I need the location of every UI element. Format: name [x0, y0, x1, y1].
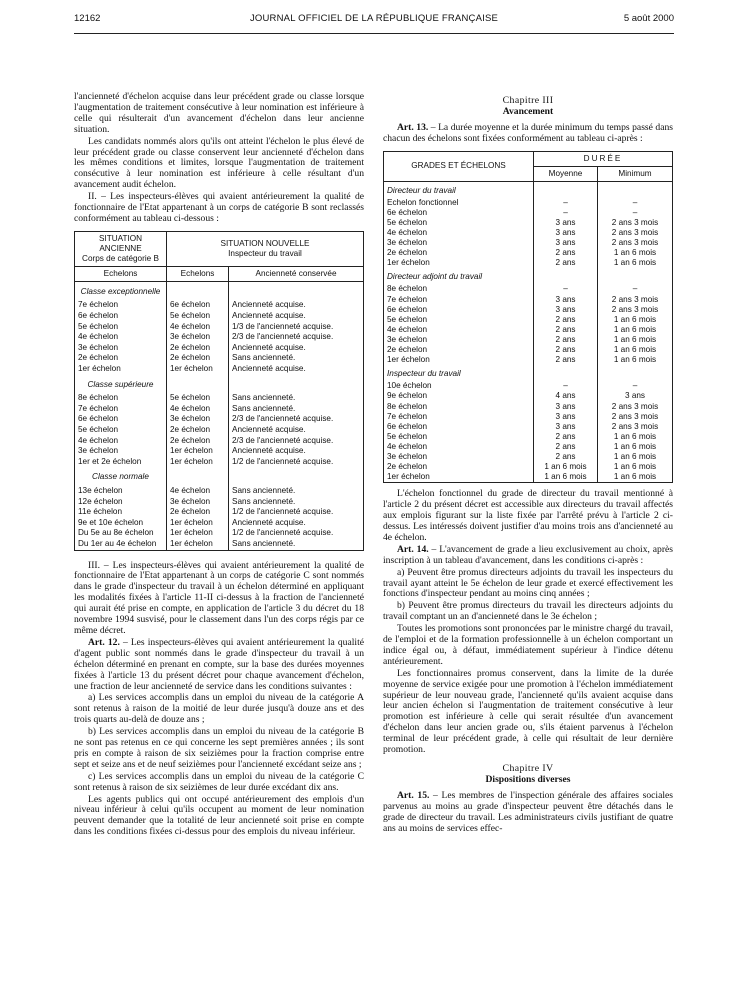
table-cell: 2 ans 3 mois: [598, 295, 673, 305]
table-row: [75, 497, 364, 508]
table-cell: 5e échelon: [78, 321, 119, 331]
table-cell: 8e échelon: [387, 401, 428, 411]
group-title: Classe normale: [92, 472, 149, 482]
table-cell: Ancienneté acquise.: [229, 311, 364, 322]
group-title: Classe supérieure: [87, 379, 154, 389]
table-row: [75, 343, 364, 354]
page-header: [74, 13, 674, 29]
table-cell: 1er et 2e échelon: [78, 456, 142, 466]
table-cell: 2 ans: [534, 345, 598, 355]
article-12: [74, 638, 364, 693]
table-row: [75, 311, 364, 322]
table-row: [384, 198, 673, 208]
table-cell: 2 ans: [534, 432, 598, 442]
table-row: [384, 472, 673, 483]
empty-cell: [167, 375, 229, 394]
table-cell: 2/3 de l'ancienneté acquise.: [229, 414, 364, 425]
paragraph: b) Les services accomplis dans un emploi du niveau de la catégorie B ne sont pas retenus en ce qui concerne les sept premières années ; ils sont pris en compte à raison de six seizièmes pour la fraction comprise entre sept et seize ans et de neuf seizièmes pour l'ancienneté excédant seize ans ;: [74, 726, 364, 770]
table-row: [75, 414, 364, 425]
header-rule: [74, 33, 674, 34]
empty-cell: [534, 181, 598, 198]
table-row: [75, 353, 364, 364]
reclassement-table: [74, 231, 364, 551]
table-row: [75, 507, 364, 518]
header-label: SITUATION ANCIENNE: [98, 233, 143, 253]
table-cell: 2 ans: [534, 258, 598, 268]
group-row: [75, 467, 364, 486]
table-cell: 2 ans 3 mois: [598, 305, 673, 315]
table-row: [384, 452, 673, 462]
paragraph: l'ancienneté d'échelon acquise dans leur précédent grade ou classe lorsque l'augmentation de traitement consécutive à leur nomination est inférieure à celle qui résulterait d'un avancement d'échelon dans leur ancienne situation.: [74, 91, 364, 135]
publication-date: 5 août 2000: [623, 13, 674, 24]
table-cell: 5e échelon: [167, 311, 229, 322]
table-cell: 3 ans: [598, 391, 673, 401]
right-column: [383, 96, 673, 835]
table-cell: 1 an 6 mois: [598, 462, 673, 472]
table-cell: 2 ans 3 mois: [598, 412, 673, 422]
table-row: [384, 248, 673, 258]
header-label: SITUATION NOUVELLE: [220, 238, 310, 248]
table-cell: 8e échelon: [387, 284, 428, 294]
table-cell: 7e échelon: [78, 403, 119, 413]
table-row: [75, 539, 364, 550]
table-cell: 2 ans 3 mois: [598, 238, 673, 248]
table-cell: 1 an 6 mois: [598, 472, 673, 483]
table-cell: 3e échelon: [167, 414, 229, 425]
table-row: [384, 258, 673, 268]
paragraph: Les fonctionnaires promus conservent, dans la limite de la durée moyenne de service exigée pour une promotion à l'échelon immédiatement supérieur de leur nouveau grade, l'ancienneté qu'ils avaient acquise dans leur ancien échelon si l'augmentation de traitement consécutive à leur promotion est inférieure à celle qui serait résultée d'un avancement d'échelon dans leur ancien grade ou, s'ils étaient parvenus à l'échelon terminal de leur précédent grade, à celle qui résultait de leur dernière promotion.: [383, 667, 673, 756]
table-cell: 1er échelon: [387, 472, 430, 482]
table-cell: Sans ancienneté.: [229, 393, 364, 404]
header-label: Corps de catégorie B: [82, 253, 159, 263]
table-cell: 5e échelon: [387, 314, 428, 324]
table-cell: 1er échelon: [78, 364, 121, 374]
chapter-heading: Chapitre IV: [502, 763, 554, 774]
paragraph: Les candidats nommés alors qu'ils ont atteint l'échelon le plus élevé de leur précédent grade ou classe conservent leur ancienneté d'échelon dans les mêmes conditions et limites, lorsque l'augmentation de traitement consécutive à leur nomination est inférieure à celle résultant d'un avancement audit échelon.: [74, 135, 364, 191]
header-label: Inspecteur du travail: [228, 248, 302, 258]
table-cell: 1er échelon: [167, 539, 229, 550]
table-row: [384, 325, 673, 335]
table-cell: 6e échelon: [387, 207, 428, 217]
table-row: [75, 518, 364, 529]
table-cell: Sans ancienneté.: [229, 539, 364, 550]
table-cell: 2e échelon: [387, 345, 428, 355]
empty-cell: [229, 375, 364, 394]
table-cell: 4 ans: [534, 391, 598, 401]
table-cell: 1/2 de l'ancienneté acquise.: [229, 528, 364, 539]
table-cell: 2 ans: [534, 335, 598, 345]
table-row: [75, 528, 364, 539]
table-header-old: [75, 231, 167, 266]
table-row: [75, 425, 364, 436]
group-row: [384, 268, 673, 284]
group-title: Directeur adjoint du travail: [387, 272, 483, 282]
table-cell: 2 ans 3 mois: [598, 402, 673, 412]
page-number: 12162: [74, 13, 101, 24]
table-row: [75, 300, 364, 311]
table-cell: 3 ans: [534, 305, 598, 315]
table-cell: 3e échelon: [387, 238, 428, 248]
table-cell: 4e échelon: [167, 322, 229, 333]
table-cell: 3e échelon: [167, 497, 229, 508]
table-header-new: [167, 231, 364, 266]
table-cell: 1 an 6 mois: [534, 472, 598, 483]
table-row: [384, 432, 673, 442]
left-column: [74, 92, 364, 839]
article-14: [383, 545, 673, 567]
table-cell: 1 an 6 mois: [598, 325, 673, 335]
table-cell: 1er échelon: [387, 258, 430, 268]
table-cell: 2 ans 3 mois: [598, 228, 673, 238]
table-cell: –: [598, 208, 673, 218]
table-cell: 10e échelon: [387, 381, 432, 391]
column-header: Ancienneté conservée: [229, 266, 364, 281]
table-cell: 3 ans: [534, 422, 598, 432]
table-cell: Du 5e au 8e échelon: [78, 528, 154, 538]
article-text: – La durée moyenne et la durée minimum du temps passé dans chacun des échelons sont fixées conformément au tableau ci-après :: [383, 121, 673, 144]
table-row: [75, 322, 364, 333]
table-cell: 7e échelon: [78, 300, 119, 310]
table-cell: Ancienneté acquise.: [229, 300, 364, 311]
table-cell: 3 ans: [534, 228, 598, 238]
table-cell: 2/3 de l'ancienneté acquise.: [229, 436, 364, 447]
table-row: [75, 436, 364, 447]
table-cell: 2 ans 3 mois: [598, 422, 673, 432]
table-cell: 2e échelon: [167, 507, 229, 518]
table-row: [384, 295, 673, 305]
paragraph: a) Peuvent être promus directeurs adjoints du travail les inspecteurs du travail ayant atteint le 5e échelon de leur grade et exercé effectivement les fonctions d'inspecteur pendant au moins cinq années ;: [383, 566, 673, 600]
group-row: [384, 365, 673, 381]
table-cell: Echelon fonctionnel: [387, 197, 459, 207]
table-cell: 6e échelon: [387, 421, 428, 431]
table-cell: Du 1er au 4e échelon: [78, 538, 157, 548]
table-cell: Ancienneté acquise.: [229, 364, 364, 375]
table-cell: 2 ans: [534, 315, 598, 325]
table-cell: –: [534, 381, 598, 391]
table-cell: –: [534, 198, 598, 208]
table-cell: 13e échelon: [78, 485, 123, 495]
chapter-title: Dispositions diverses: [485, 773, 571, 785]
column-header: Minimum: [598, 166, 673, 181]
table-cell: 3e échelon: [167, 332, 229, 343]
table-cell: 6e échelon: [78, 414, 119, 424]
table-cell: 12e échelon: [78, 496, 123, 506]
article-text: – Les membres de l'inspection générale des affaires sociales parvenus au moins au grade d'inspecteur peuvent être détachés dans le grade de directeur du travail. Les administrateurs civils justifiant de quatre ans au moins de services effec-: [383, 789, 673, 834]
table-cell: 9e et 10e échelon: [78, 517, 144, 527]
paragraph: b) Peuvent être promus directeurs du travail les directeurs adjoints du travail comptant un an d'ancienneté dans le 3e échelon ;: [383, 600, 673, 623]
table-cell: 4e échelon: [78, 332, 119, 342]
column-header: GRADES ET ÉCHELONS: [384, 151, 534, 181]
table-cell: 1 an 6 mois: [598, 258, 673, 268]
table-cell: 11e échelon: [78, 507, 123, 517]
table-cell: –: [598, 284, 673, 294]
table-cell: Ancienneté acquise.: [229, 343, 364, 354]
group-row: [75, 375, 364, 394]
table-cell: 1er échelon: [167, 446, 229, 457]
table-cell: 3e échelon: [387, 451, 428, 461]
table-row: [75, 332, 364, 343]
table-cell: 4e échelon: [167, 404, 229, 415]
table-cell: Sans ancienneté.: [229, 404, 364, 415]
group-title: Classe exceptionnelle: [80, 286, 161, 296]
empty-cell: [167, 281, 229, 300]
table-cell: 1er échelon: [387, 355, 430, 365]
article-label: Art. 14.: [397, 543, 429, 555]
table-cell: 6e échelon: [78, 311, 119, 321]
table-cell: 1 an 6 mois: [598, 432, 673, 442]
paragraph: a) Les services accomplis dans un emploi du niveau de la catégorie A sont retenus à raison de la moitié de leur durée jusqu'à douze ans et des trois quarts au-delà de douze ans ;: [74, 692, 364, 726]
table-row: [384, 402, 673, 412]
table-cell: 2 ans 3 mois: [598, 218, 673, 228]
table-cell: Sans ancienneté.: [229, 486, 364, 497]
paragraph: II. – Les inspecteurs-élèves qui avaient antérieurement la qualité de fonctionnaire de l'Etat appartenant à un corps de catégorie B sont reclassés conformément au tableau ci-dessous :: [74, 191, 364, 224]
table-cell: 2e échelon: [167, 353, 229, 364]
table-cell: 3 ans: [534, 295, 598, 305]
table-cell: 9e échelon: [387, 391, 428, 401]
table-cell: 1 an 6 mois: [598, 315, 673, 325]
table-row: [384, 345, 673, 355]
table-cell: –: [598, 198, 673, 208]
journal-title: JOURNAL OFFICIEL DE LA RÉPUBLIQUE FRANÇAISE: [249, 13, 499, 24]
table-row: [384, 412, 673, 422]
table-cell: 1/2 de l'ancienneté acquise.: [229, 507, 364, 518]
table-cell: Sans ancienneté.: [229, 353, 364, 364]
table-cell: 4e échelon: [167, 486, 229, 497]
article-label: Art. 15.: [397, 789, 430, 801]
empty-cell: [167, 467, 229, 486]
table-cell: Ancienneté acquise.: [229, 446, 364, 457]
paragraph: c) Les services accomplis dans un emploi du niveau de la catégorie C sont retenus à raison de six seizièmes de leur durée excédant dix ans.: [74, 770, 364, 793]
table-cell: 2e échelon: [387, 248, 428, 258]
table-cell: 3e échelon: [387, 334, 428, 344]
table-row: [75, 457, 364, 468]
table-cell: Ancienneté acquise.: [229, 518, 364, 529]
table-cell: 2e échelon: [387, 462, 428, 472]
table-cell: 2 ans: [534, 248, 598, 258]
group-title: Inspecteur du travail: [387, 369, 461, 379]
table-body: [384, 181, 673, 483]
table-row: [75, 486, 364, 497]
table-row: [384, 422, 673, 432]
table-row: [384, 284, 673, 294]
column-header: DURÉE: [534, 151, 673, 166]
table-row: [384, 462, 673, 472]
article-text: – L'avancement de grade a lieu exclusivement au choix, après inscription à un tableau d'avancement, dans les conditions ci-après :: [383, 543, 674, 566]
table-cell: 2 ans: [534, 325, 598, 335]
table-row: [384, 391, 673, 401]
table-row: [384, 208, 673, 218]
table-cell: 2e échelon: [167, 436, 229, 447]
empty-cell: [598, 181, 673, 198]
table-cell: 1/2 de l'ancienneté acquise.: [229, 457, 364, 468]
article-label: Art. 12.: [88, 636, 120, 648]
table-cell: 1 an 6 mois: [598, 345, 673, 355]
paragraph: L'échelon fonctionnel du grade de directeur du travail mentionné à l'article 2 du présent décret est accessible aux directeurs du travail affectés aux emplois figurant sur la liste fixée par l'arrêté prévu à l'article 2 ci-dessus. Les intéressés doivent justifier d'au moins trois ans d'ancienneté au 4e échelon.: [383, 488, 673, 543]
table-cell: 1er échelon: [167, 518, 229, 529]
table-cell: –: [598, 381, 673, 391]
empty-cell: [229, 281, 364, 300]
table-cell: 3 ans: [534, 412, 598, 422]
duree-table: [383, 151, 673, 484]
table-cell: 6e échelon: [387, 304, 428, 314]
empty-cell: [229, 467, 364, 486]
table-cell: 1 an 6 mois: [598, 355, 673, 365]
table-cell: 2e échelon: [167, 343, 229, 354]
table-body: [75, 281, 364, 550]
table-cell: 3 ans: [534, 402, 598, 412]
table-cell: 8e échelon: [78, 393, 119, 403]
table-cell: Sans ancienneté.: [229, 497, 364, 508]
table-row: [384, 238, 673, 248]
table-cell: 4e échelon: [387, 441, 428, 451]
table-cell: –: [534, 284, 598, 294]
column-header: Moyenne: [534, 166, 598, 181]
group-title: Directeur du travail: [387, 185, 456, 195]
table-cell: 2 ans: [534, 355, 598, 365]
table-cell: 1er échelon: [167, 364, 229, 375]
table-cell: 3 ans: [534, 238, 598, 248]
table-cell: Ancienneté acquise.: [229, 425, 364, 436]
article-13: [383, 123, 673, 145]
table-cell: 3 ans: [534, 218, 598, 228]
table-cell: 7e échelon: [387, 411, 428, 421]
chapter-heading: Chapitre III: [502, 95, 554, 106]
article-label: Art. 13.: [397, 121, 429, 133]
table-cell: 2 ans: [534, 442, 598, 452]
table-cell: 2e échelon: [167, 425, 229, 436]
table-cell: 3e échelon: [78, 446, 119, 456]
paragraph: Toutes les promotions sont prononcées par le ministre chargé du travail, de l'emploi et de la formation professionnelle à un échelon comportant un indice égal ou, à défaut, immédiatement supérieur à l'indice détenu antérieurement.: [383, 623, 673, 667]
paragraph: III. – Les inspecteurs-élèves qui avaient antérieurement la qualité de fonctionnaire de l'Etat appartenant à un corps de catégorie C sont nommés dans le grade d'inspecteur du travail à un échelon déterminé en appliquant les modalités fixées à l'article 11-II ci-dessus à la fraction de l'ancienneté qui aurait été prise en compte, en application de l'article 3 du décret du 18 novembre 1994 susvisé, pour le classement dans l'un des corps régis par ce même décret.: [74, 559, 364, 636]
empty-cell: [598, 365, 673, 381]
table-cell: 4e échelon: [387, 324, 428, 334]
table-row: [75, 364, 364, 375]
article-text: – Les inspecteurs-élèves qui avaient antérieurement la qualité d'agent public sont nommés dans le grade d'inspecteur du travail à un échelon déterminé en prenant en compte, sur la base des durées moyennes fixées à l'article 13 du présent décret pour chaque avancement d'échelon, une fraction de leur ancienneté de service dans les conditions suivantes :: [74, 636, 364, 692]
table-cell: 7e échelon: [387, 294, 428, 304]
table-cell: 5e échelon: [167, 393, 229, 404]
table-cell: 6e échelon: [167, 300, 229, 311]
group-row: [384, 181, 673, 198]
table-row: [75, 446, 364, 457]
table-row: [75, 393, 364, 404]
table-cell: 1er échelon: [167, 528, 229, 539]
table-cell: 1 an 6 mois: [598, 442, 673, 452]
table-row: [384, 228, 673, 238]
empty-cell: [534, 268, 598, 284]
table-cell: 2/3 de l'ancienneté acquise.: [229, 332, 364, 343]
table-cell: 2 ans: [534, 452, 598, 462]
table-cell: 1 an 6 mois: [534, 462, 598, 472]
table-cell: 5e échelon: [387, 217, 428, 227]
table-cell: 1 an 6 mois: [598, 335, 673, 345]
table-cell: 1er échelon: [167, 457, 229, 468]
table-cell: 2e échelon: [78, 353, 119, 363]
table-row: [384, 335, 673, 345]
empty-cell: [598, 268, 673, 284]
table-row: [384, 315, 673, 325]
table-cell: 4e échelon: [387, 228, 428, 237]
table-row: [384, 218, 673, 228]
group-row: [75, 281, 364, 300]
table-row: [75, 404, 364, 415]
table-cell: –: [534, 208, 598, 218]
table-cell: 5e échelon: [387, 431, 428, 441]
article-15: [383, 791, 673, 835]
table-cell: 1 an 6 mois: [598, 248, 673, 258]
column-header: Echelons: [167, 266, 229, 281]
table-row: [384, 442, 673, 452]
table-row: [384, 381, 673, 391]
table-cell: 4e échelon: [78, 435, 119, 445]
table-row: [384, 355, 673, 365]
table-cell: 3e échelon: [78, 342, 119, 352]
table-cell: 1 an 6 mois: [598, 452, 673, 462]
table-row: [384, 305, 673, 315]
column-header: Echelons: [75, 266, 167, 281]
table-cell: 1/3 de l'ancienneté acquise.: [229, 322, 364, 333]
chapter-title: Avancement: [502, 105, 554, 117]
paragraph: Les agents publics qui ont occupé antérieurement des emplois d'un niveau inférieur à celui qu'ils occupent au moment de leur nomination peuvent demander que la totalité de leur ancienneté soit prise en compte dans les conditions fixées ci-dessus pour des emplois du niveau inférieur.: [74, 793, 364, 838]
empty-cell: [534, 365, 598, 381]
table-cell: 5e échelon: [78, 425, 119, 434]
